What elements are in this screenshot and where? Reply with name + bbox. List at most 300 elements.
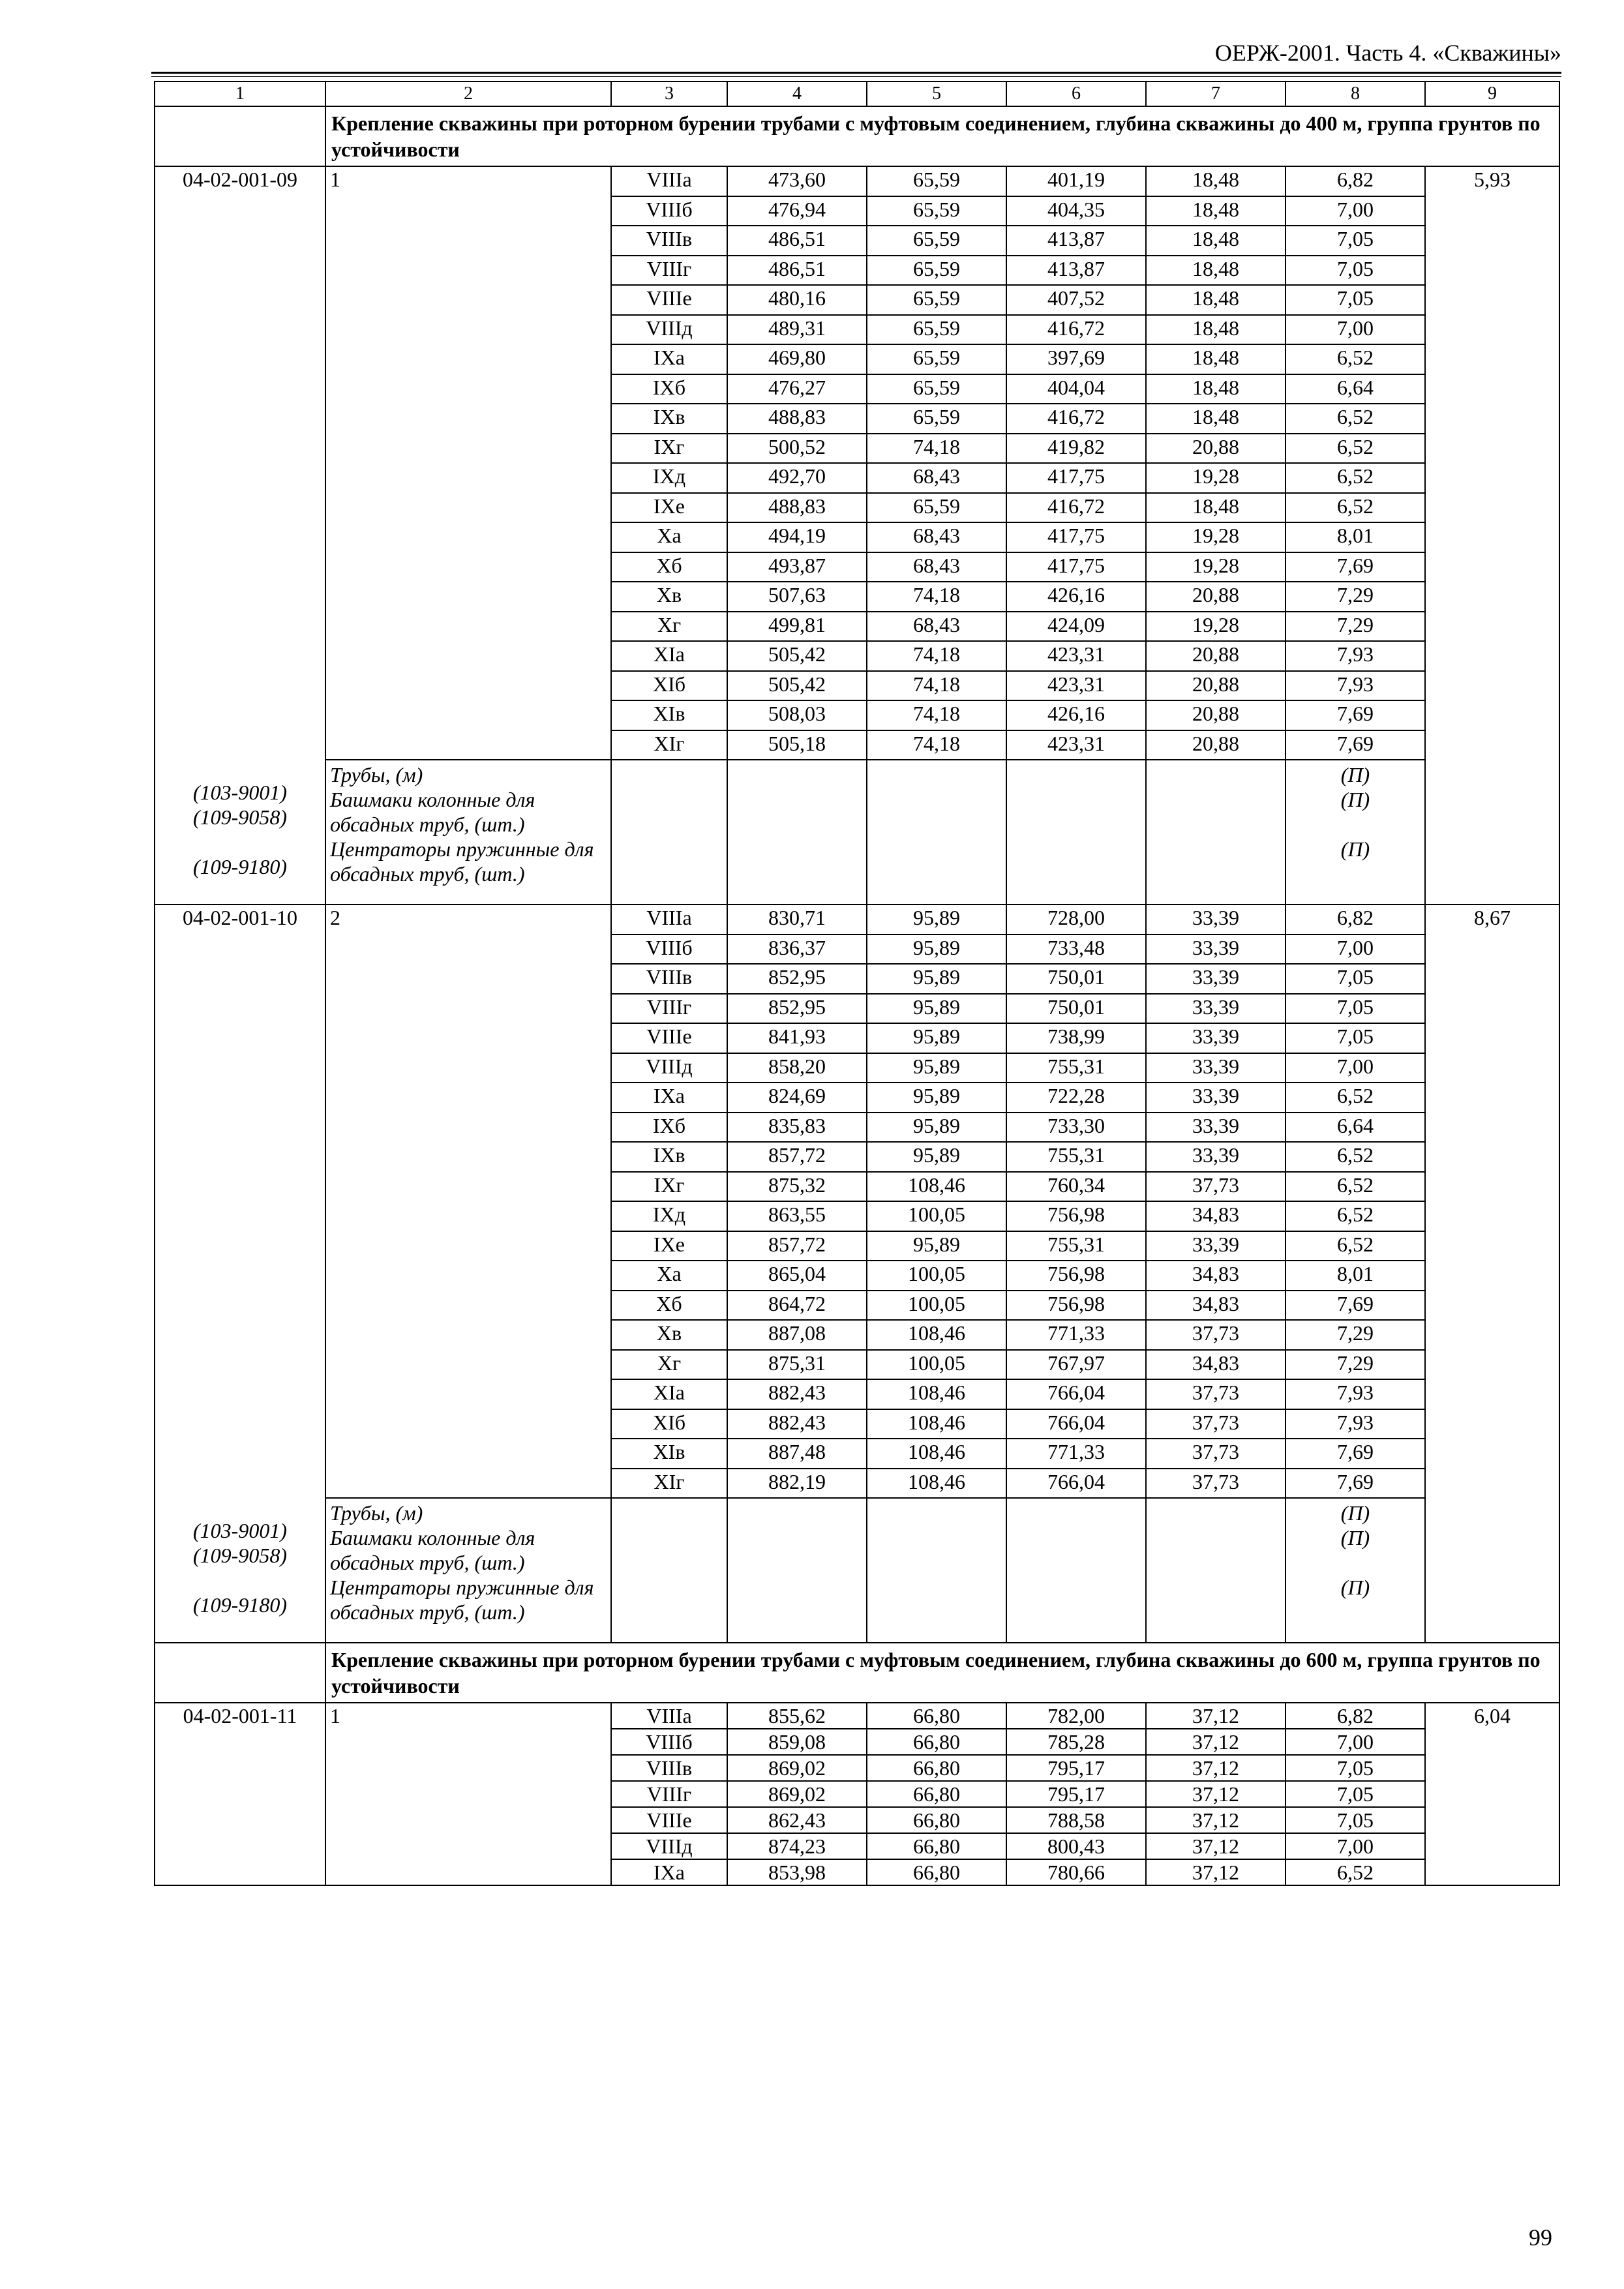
section-title: Крепление скважины при роторном бурении трубами с муфтовым соединением, глубина скважины до 400 м, группа грунтов по устойчивости	[325, 106, 1559, 166]
value-cell: 424,09	[1006, 612, 1146, 642]
soil-category: Xб	[611, 1291, 727, 1321]
soil-category: Xа	[611, 1261, 727, 1291]
value-cell: 95,89	[867, 1083, 1006, 1113]
value-cell: 830,71	[727, 905, 867, 935]
resource-col8: (П)	[1340, 763, 1370, 786]
value-cell: 108,46	[867, 1320, 1006, 1350]
value-cell: 766,04	[1006, 1409, 1146, 1439]
value-cell: 95,89	[867, 1023, 1006, 1053]
value-cell: 6,82	[1286, 1703, 1425, 1729]
value-cell: 863,55	[727, 1201, 867, 1231]
value-cell: 95,89	[867, 905, 1006, 935]
soil-category: VIIIб	[611, 196, 727, 226]
value-cell: 108,46	[867, 1379, 1006, 1409]
value-cell: 7,05	[1286, 285, 1425, 315]
value-cell: 6,52	[1286, 404, 1425, 434]
value-cell: 6,52	[1286, 1231, 1425, 1261]
value-cell: 19,28	[1146, 463, 1286, 493]
value-cell: 34,83	[1146, 1291, 1286, 1321]
value-cell: 494,19	[727, 522, 867, 552]
resource-names-cell	[325, 760, 611, 905]
value-cell: 108,46	[867, 1469, 1006, 1499]
value-cell: 755,31	[1006, 1231, 1146, 1261]
resource-name: Трубы, (м)	[330, 1501, 423, 1525]
value-cell: 760,34	[1006, 1172, 1146, 1202]
soil-category: VIIIе	[611, 285, 727, 315]
soil-category: IXа	[611, 1083, 727, 1113]
soil-category: VIIIе	[611, 1023, 727, 1053]
code-spacer	[159, 192, 321, 780]
value-cell: 7,93	[1286, 641, 1425, 671]
value-cell: 476,27	[727, 374, 867, 404]
value-cell: 865,04	[727, 1261, 867, 1291]
value-cell: 824,69	[727, 1083, 867, 1113]
value-cell: 401,19	[1006, 166, 1146, 196]
table-row	[155, 1703, 1559, 1729]
value-cell: 74,18	[867, 434, 1006, 464]
value-cell: 95,89	[867, 1053, 1006, 1083]
soil-category: IXе	[611, 493, 727, 523]
value-cell: 18,48	[1146, 166, 1286, 196]
value-cell: 857,72	[727, 1142, 867, 1172]
header-divider	[151, 72, 1561, 74]
value-cell: 37,12	[1146, 1729, 1286, 1755]
value-cell: 500,52	[727, 434, 867, 464]
column-number-row	[155, 82, 1559, 106]
soil-category: Xг	[611, 1350, 727, 1380]
value-cell: 66,80	[867, 1807, 1006, 1833]
value-cell: 750,01	[1006, 994, 1146, 1024]
value-cell: 417,75	[1006, 463, 1146, 493]
value-cell: 423,31	[1006, 671, 1146, 701]
value-cell: 423,31	[1006, 730, 1146, 760]
value-cell: 37,73	[1146, 1439, 1286, 1469]
value-cell: 782,00	[1006, 1703, 1146, 1729]
soil-category: XIа	[611, 1379, 727, 1409]
value-cell: 33,39	[1146, 1113, 1286, 1143]
value-cell: 728,00	[1006, 905, 1146, 935]
soil-category: VIIIг	[611, 994, 727, 1024]
value-cell: 7,69	[1286, 1469, 1425, 1499]
value-cell: 65,59	[867, 374, 1006, 404]
value-cell: 7,05	[1286, 1781, 1425, 1807]
value-cell: 95,89	[867, 964, 1006, 994]
value-cell: 755,31	[1006, 1142, 1146, 1172]
value-cell: 417,75	[1006, 522, 1146, 552]
value-cell: 37,73	[1146, 1320, 1286, 1350]
value-cell: 7,69	[1286, 1291, 1425, 1321]
value-cell: 33,39	[1146, 994, 1286, 1024]
value-cell: 19,28	[1146, 522, 1286, 552]
value-cell: 417,75	[1006, 552, 1146, 582]
value-cell: 65,59	[867, 226, 1006, 256]
value-cell: 869,02	[727, 1755, 867, 1781]
empty-cell	[867, 1498, 1006, 1643]
empty-cell	[611, 760, 727, 905]
value-cell: 7,93	[1286, 1379, 1425, 1409]
resource-col8: (П)	[1340, 788, 1370, 811]
value-cell: 858,20	[727, 1053, 867, 1083]
value-cell: 493,87	[727, 552, 867, 582]
resource-col8-cell	[1286, 1498, 1425, 1643]
column-number: 6	[1006, 82, 1146, 106]
value-cell: 65,59	[867, 344, 1006, 374]
value-cell: 887,48	[727, 1439, 867, 1469]
value-cell: 66,80	[867, 1781, 1006, 1807]
value-cell: 37,12	[1146, 1807, 1286, 1833]
soil-category: VIIIе	[611, 1807, 727, 1833]
column-number: 9	[1425, 82, 1559, 106]
value-cell: 771,33	[1006, 1439, 1146, 1469]
soil-category: IXв	[611, 404, 727, 434]
soil-category: Xг	[611, 612, 727, 642]
section-header-blank	[155, 1643, 325, 1703]
page-number: 99	[1529, 2224, 1552, 2251]
value-cell: 6,64	[1286, 374, 1425, 404]
value-cell: 33,39	[1146, 1053, 1286, 1083]
section-header-row	[155, 1643, 1559, 1703]
value-cell: 416,72	[1006, 315, 1146, 345]
soil-category: XIг	[611, 1469, 727, 1499]
value-cell: 480,16	[727, 285, 867, 315]
value-cell: 6,82	[1286, 166, 1425, 196]
column-number: 2	[325, 82, 611, 106]
norm-code: 04-02-001-11	[183, 1704, 297, 1728]
value-cell: 20,88	[1146, 582, 1286, 612]
value-cell: 68,43	[867, 612, 1006, 642]
soil-category: IXг	[611, 434, 727, 464]
value-cell: 34,83	[1146, 1350, 1286, 1380]
soil-category: VIIIв	[611, 964, 727, 994]
value-cell: 855,62	[727, 1703, 867, 1729]
norms-table	[154, 81, 1560, 1886]
stability-group-cell	[325, 166, 611, 760]
value-cell: 7,00	[1286, 1053, 1425, 1083]
value-cell: 875,31	[727, 1350, 867, 1380]
value-cell: 492,70	[727, 463, 867, 493]
value-cell: 505,42	[727, 641, 867, 671]
value-cell: 7,05	[1286, 226, 1425, 256]
value-cell: 836,37	[727, 935, 867, 965]
value-cell: 6,52	[1286, 1083, 1425, 1113]
value-cell: 100,05	[867, 1350, 1006, 1380]
column-number: 7	[1146, 82, 1286, 106]
resource-col8: (П)	[1340, 1576, 1370, 1599]
norm-code-cell	[155, 905, 325, 1643]
empty-cell	[727, 760, 867, 905]
value-cell: 397,69	[1006, 344, 1146, 374]
value-cell: 34,83	[1146, 1261, 1286, 1291]
value-cell: 750,01	[1006, 964, 1146, 994]
soil-category: IXб	[611, 1113, 727, 1143]
value-cell: 18,48	[1146, 315, 1286, 345]
soil-category: Xа	[611, 522, 727, 552]
value-cell: 756,98	[1006, 1201, 1146, 1231]
value-cell: 756,98	[1006, 1291, 1146, 1321]
resource-code: (109-9058)	[193, 805, 287, 829]
value-cell: 18,48	[1146, 285, 1286, 315]
value-cell: 407,52	[1006, 285, 1146, 315]
value-cell: 488,83	[727, 493, 867, 523]
soil-category: VIIIа	[611, 1703, 727, 1729]
resource-name: Трубы, (м)	[330, 763, 423, 786]
value-cell: 95,89	[867, 994, 1006, 1024]
value-cell: 74,18	[867, 582, 1006, 612]
value-cell: 862,43	[727, 1807, 867, 1833]
soil-category: VIIIг	[611, 1781, 727, 1807]
value-cell: 37,73	[1146, 1379, 1286, 1409]
value-cell: 6,52	[1286, 434, 1425, 464]
resource-name: Башмаки колонные для обсадных труб, (шт.)	[330, 788, 535, 836]
value-cell: 7,93	[1286, 1409, 1425, 1439]
resource-col8-cell	[1286, 760, 1425, 905]
value-cell: 7,93	[1286, 671, 1425, 701]
column-number: 4	[727, 82, 867, 106]
value-cell: 419,82	[1006, 434, 1146, 464]
soil-category: VIIIд	[611, 315, 727, 345]
value-cell: 859,08	[727, 1729, 867, 1755]
soil-category: Xб	[611, 552, 727, 582]
norm-code-cell	[155, 166, 325, 905]
resources-row	[155, 760, 1559, 905]
value-cell: 423,31	[1006, 641, 1146, 671]
value-cell: 852,95	[727, 994, 867, 1024]
resource-code: (103-9001)	[193, 781, 287, 804]
value-cell: 74,18	[867, 730, 1006, 760]
value-cell: 37,12	[1146, 1833, 1286, 1859]
value-cell: 7,05	[1286, 1807, 1425, 1833]
column-number: 8	[1286, 82, 1425, 106]
value-cell: 33,39	[1146, 905, 1286, 935]
value-cell: 108,46	[867, 1439, 1006, 1469]
value-cell: 756,98	[1006, 1261, 1146, 1291]
value-cell: 20,88	[1146, 434, 1286, 464]
value-cell: 18,48	[1146, 404, 1286, 434]
resource-name: Центраторы пружинные для обсадных труб, (шт.)	[330, 1576, 594, 1624]
soil-category: VIIIа	[611, 166, 727, 196]
value-cell: 95,89	[867, 1142, 1006, 1172]
resource-col8: (П)	[1340, 1501, 1370, 1525]
value-cell: 874,23	[727, 1833, 867, 1859]
value-cell: 755,31	[1006, 1053, 1146, 1083]
soil-category: VIIIв	[611, 226, 727, 256]
empty-cell	[611, 1498, 727, 1643]
value-cell: 68,43	[867, 522, 1006, 552]
value-cell: 7,29	[1286, 1350, 1425, 1380]
value-cell: 66,80	[867, 1755, 1006, 1781]
value-cell: 505,18	[727, 730, 867, 760]
value-cell: 6,52	[1286, 1142, 1425, 1172]
value-cell: 476,94	[727, 196, 867, 226]
value-cell: 66,80	[867, 1833, 1006, 1859]
soil-category: VIIIа	[611, 905, 727, 935]
norm-code: 04-02-001-09	[183, 168, 297, 191]
norm-code-cell	[155, 1703, 325, 1885]
header-divider-thin	[151, 76, 1561, 77]
resource-names-cell	[325, 1498, 611, 1643]
soil-category: IXг	[611, 1172, 727, 1202]
column9-value: 6,04	[1425, 1703, 1559, 1885]
soil-category: XIг	[611, 730, 727, 760]
value-cell: 19,28	[1146, 552, 1286, 582]
value-cell: 6,52	[1286, 1201, 1425, 1231]
value-cell: 733,48	[1006, 935, 1146, 965]
value-cell: 65,59	[867, 166, 1006, 196]
value-cell: 486,51	[727, 256, 867, 286]
table-row	[155, 166, 1559, 196]
value-cell: 7,29	[1286, 612, 1425, 642]
soil-category: Xв	[611, 582, 727, 612]
soil-category: IXа	[611, 1859, 727, 1885]
value-cell: 7,69	[1286, 730, 1425, 760]
value-cell: 18,48	[1146, 344, 1286, 374]
value-cell: 37,73	[1146, 1172, 1286, 1202]
value-cell: 100,05	[867, 1291, 1006, 1321]
value-cell: 887,08	[727, 1320, 867, 1350]
document-header-title: ОЕРЖ-2001. Часть 4. «Скважины»	[1214, 40, 1561, 66]
value-cell: 7,00	[1286, 935, 1425, 965]
value-cell: 795,17	[1006, 1755, 1146, 1781]
value-cell: 7,00	[1286, 1729, 1425, 1755]
soil-category: IXе	[611, 1231, 727, 1261]
table-row	[155, 905, 1559, 935]
value-cell: 33,39	[1146, 1023, 1286, 1053]
value-cell: 19,28	[1146, 612, 1286, 642]
value-cell: 882,43	[727, 1379, 867, 1409]
value-cell: 7,00	[1286, 1833, 1425, 1859]
soil-category: IXд	[611, 463, 727, 493]
value-cell: 416,72	[1006, 404, 1146, 434]
value-cell: 7,00	[1286, 196, 1425, 226]
value-cell: 37,73	[1146, 1409, 1286, 1439]
value-cell: 7,05	[1286, 994, 1425, 1024]
value-cell: 108,46	[867, 1409, 1006, 1439]
soil-category: Xв	[611, 1320, 727, 1350]
value-cell: 6,52	[1286, 493, 1425, 523]
value-cell: 37,73	[1146, 1469, 1286, 1499]
resource-code: (109-9180)	[193, 855, 287, 878]
value-cell: 18,48	[1146, 374, 1286, 404]
soil-category: VIIIг	[611, 256, 727, 286]
soil-category: XIв	[611, 700, 727, 730]
value-cell: 426,16	[1006, 700, 1146, 730]
soil-category: VIIIб	[611, 935, 727, 965]
stability-group: 1	[330, 168, 340, 191]
value-cell: 788,58	[1006, 1807, 1146, 1833]
soil-category: VIIIд	[611, 1053, 727, 1083]
value-cell: 404,04	[1006, 374, 1146, 404]
value-cell: 95,89	[867, 1231, 1006, 1261]
value-cell: 6,64	[1286, 1113, 1425, 1143]
value-cell: 875,32	[727, 1172, 867, 1202]
stability-group-cell	[325, 905, 611, 1498]
value-cell: 37,12	[1146, 1755, 1286, 1781]
value-cell: 6,52	[1286, 1859, 1425, 1885]
resource-code: (103-9001)	[193, 1519, 287, 1542]
value-cell: 100,05	[867, 1201, 1006, 1231]
value-cell: 100,05	[867, 1261, 1006, 1291]
value-cell: 20,88	[1146, 730, 1286, 760]
value-cell: 33,39	[1146, 1142, 1286, 1172]
value-cell: 767,97	[1006, 1350, 1146, 1380]
resources-row	[155, 1498, 1559, 1643]
value-cell: 33,39	[1146, 1231, 1286, 1261]
value-cell: 33,39	[1146, 1083, 1286, 1113]
value-cell: 413,87	[1006, 256, 1146, 286]
empty-cell	[727, 1498, 867, 1643]
value-cell: 869,02	[727, 1781, 867, 1807]
value-cell: 864,72	[727, 1291, 867, 1321]
resource-col8: (П)	[1340, 837, 1370, 861]
value-cell: 34,83	[1146, 1201, 1286, 1231]
column9-value: 5,93	[1425, 166, 1559, 905]
section-title: Крепление скважины при роторном бурении трубами с муфтовым соединением, глубина скважины до 600 м, группа грунтов по устойчивости	[325, 1643, 1559, 1703]
empty-cell	[867, 760, 1006, 905]
column-number: 1	[155, 82, 325, 106]
value-cell: 20,88	[1146, 641, 1286, 671]
value-cell: 66,80	[867, 1703, 1006, 1729]
value-cell: 20,88	[1146, 671, 1286, 701]
value-cell: 404,35	[1006, 196, 1146, 226]
value-cell: 499,81	[727, 612, 867, 642]
value-cell: 473,60	[727, 166, 867, 196]
soil-category: VIIIв	[611, 1755, 727, 1781]
value-cell: 785,28	[1006, 1729, 1146, 1755]
resource-code: (109-9058)	[193, 1544, 287, 1567]
code-spacer	[159, 930, 321, 1518]
value-cell: 7,29	[1286, 1320, 1425, 1350]
value-cell: 68,43	[867, 552, 1006, 582]
value-cell: 65,59	[867, 285, 1006, 315]
value-cell: 795,17	[1006, 1781, 1146, 1807]
column9-value: 8,67	[1425, 905, 1559, 1643]
value-cell: 6,52	[1286, 463, 1425, 493]
value-cell: 66,80	[867, 1859, 1006, 1885]
value-cell: 841,93	[727, 1023, 867, 1053]
stability-group-cell	[325, 1703, 611, 1885]
value-cell: 488,83	[727, 404, 867, 434]
value-cell: 7,69	[1286, 1439, 1425, 1469]
soil-category: VIIIд	[611, 1833, 727, 1859]
value-cell: 74,18	[867, 671, 1006, 701]
empty-cell	[1146, 1498, 1286, 1643]
soil-category: XIв	[611, 1439, 727, 1469]
value-cell: 20,88	[1146, 700, 1286, 730]
value-cell: 33,39	[1146, 935, 1286, 965]
value-cell: 771,33	[1006, 1320, 1146, 1350]
soil-category: XIб	[611, 1409, 727, 1439]
stability-group: 2	[330, 906, 340, 929]
resource-code: (109-9180)	[193, 1593, 287, 1617]
value-cell: 18,48	[1146, 196, 1286, 226]
norm-code: 04-02-001-10	[183, 906, 297, 929]
column-number: 5	[867, 82, 1006, 106]
value-cell: 7,29	[1286, 582, 1425, 612]
value-cell: 7,69	[1286, 552, 1425, 582]
soil-category: IXв	[611, 1142, 727, 1172]
value-cell: 18,48	[1146, 226, 1286, 256]
stability-group: 1	[330, 1704, 340, 1728]
value-cell: 6,52	[1286, 344, 1425, 374]
value-cell: 108,46	[867, 1172, 1006, 1202]
resource-name: Башмаки колонные для обсадных труб, (шт.)	[330, 1526, 535, 1574]
value-cell: 6,82	[1286, 905, 1425, 935]
soil-category: IXа	[611, 344, 727, 374]
value-cell: 853,98	[727, 1859, 867, 1885]
value-cell: 780,66	[1006, 1859, 1146, 1885]
value-cell: 489,31	[727, 315, 867, 345]
value-cell: 66,80	[867, 1729, 1006, 1755]
